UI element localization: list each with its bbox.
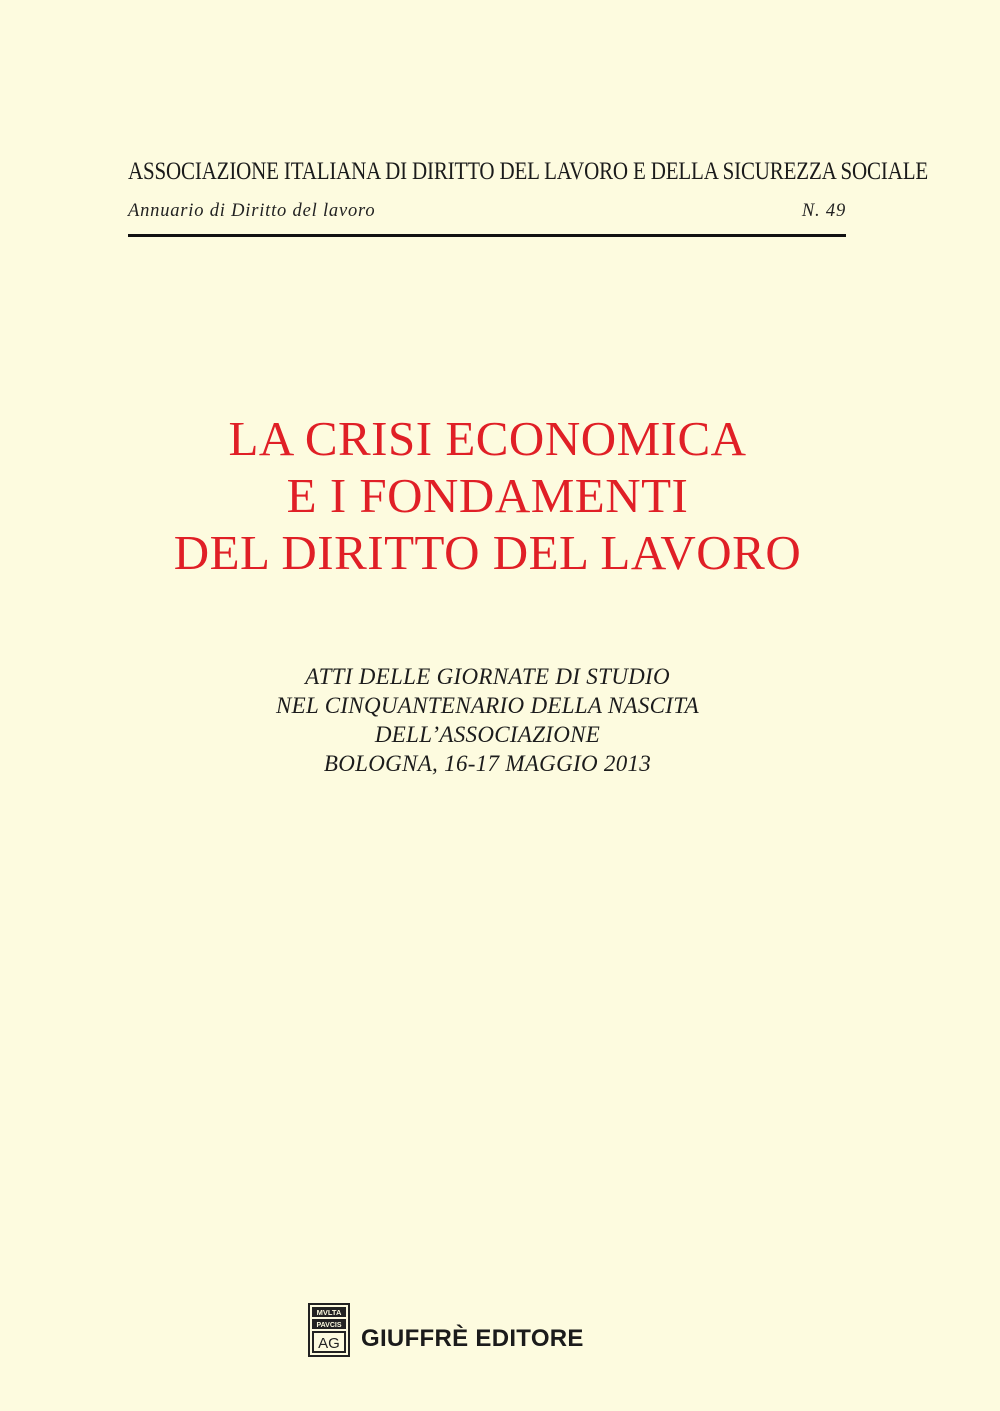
volume-number: N. 49	[801, 201, 846, 221]
publisher-name: GIUFFRÈ EDITORE	[361, 1325, 584, 1352]
book-title-line-2: E I FONDAMENTI	[286, 468, 689, 523]
header-divider	[128, 234, 846, 237]
book-title-line-3: DEL DIRITTO DEL LAVORO	[173, 525, 802, 580]
giuffre-publisher-logo-icon	[308, 1303, 350, 1357]
series-title: ASSOCIAZIONE ITALIANA DI DIRITTO DEL LAVORO E DELLA SICUREZZA SOCIALE	[128, 158, 929, 185]
annual-name: Annuario di Diritto del lavoro	[128, 201, 376, 221]
book-title	[100, 410, 875, 581]
logo-text-ag: AG	[318, 1335, 340, 1352]
book-title-line-1: LA CRISI ECONOMICA	[228, 411, 747, 466]
publisher-imprint	[308, 1303, 618, 1359]
proceedings-subtitle	[100, 662, 875, 778]
proceedings-line-1: ATTI DELLE GIORNATE DI STUDIO	[305, 664, 670, 689]
proceedings-line-2: NEL CINQUANTENARIO DELLA NASCITA	[275, 693, 699, 718]
logo-text-top: MVLTA	[316, 1308, 342, 1317]
proceedings-line-3: DELL’ASSOCIAZIONE	[374, 722, 601, 747]
logo-text-middle: PAVCIS	[316, 1322, 342, 1329]
series-subline	[128, 201, 846, 227]
proceedings-line-4: BOLOGNA, 16-17 MAGGIO 2013	[323, 751, 652, 776]
